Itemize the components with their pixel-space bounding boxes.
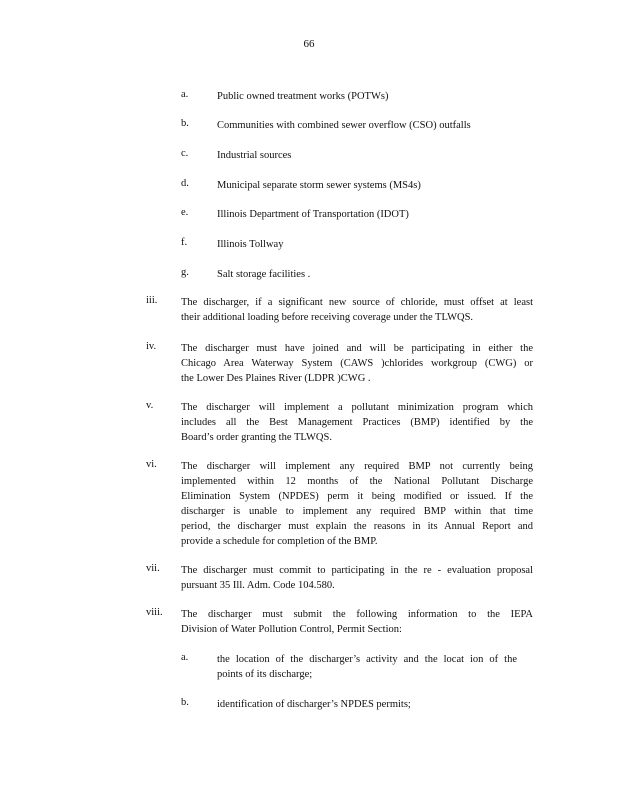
- item-label: a.: [181, 89, 189, 100]
- text-line: points of its discharge;: [217, 669, 313, 680]
- text-line: Board’s order granting the TLWQS.: [181, 432, 332, 443]
- item-text: [181, 459, 533, 549]
- text-line: provide a schedule for completion of the BMP.: [181, 536, 378, 547]
- item-text: [181, 607, 533, 637]
- text-line: Illinois Department of Transportation (IDOT): [217, 209, 409, 220]
- item-label: c.: [181, 148, 189, 159]
- item-label: f.: [181, 237, 188, 248]
- text-line: The discharger will implement a pollutant minimization program which: [181, 402, 533, 413]
- text-line: The discharger will implement any required BMP not currently being: [181, 461, 533, 472]
- text-line: discharger is unable to implement any required BMP within that time: [181, 506, 533, 517]
- text-line: Elimination System (NPDES) perm it being modified or issued. If the: [181, 491, 533, 502]
- text-line: period, the discharger must explain the reasons in its Annual Report and: [181, 521, 533, 532]
- item-text: [217, 89, 517, 104]
- item-label: viii.: [146, 607, 163, 618]
- text-line: includes all the Best Management Practices (BMP) identified by the: [181, 417, 533, 428]
- item-text: [217, 697, 517, 712]
- text-line: Salt storage facilities .: [217, 269, 311, 280]
- item-label: iv.: [146, 341, 157, 352]
- text-line: The discharger must submit the following information to the IEPA: [181, 609, 533, 620]
- item-label: iii.: [146, 295, 158, 306]
- item-label: d.: [181, 178, 189, 189]
- page-number: 66: [303, 38, 315, 50]
- text-line: Industrial sources: [217, 150, 292, 161]
- text-line: The discharger must have joined and will be participating in either the: [181, 343, 533, 354]
- item-text: [217, 237, 517, 252]
- text-line: identification of discharger’s NPDES permits;: [217, 699, 411, 710]
- item-label: v.: [146, 400, 154, 411]
- text-line: Public owned treatment works (POTWs): [217, 91, 389, 102]
- item-text: [181, 400, 533, 445]
- item-text: [181, 341, 533, 386]
- item-label: a.: [181, 652, 189, 663]
- item-text: [217, 148, 517, 163]
- item-text: [181, 295, 533, 325]
- text-line: their additional loading before receiving coverage under the TLWQS.: [181, 312, 474, 323]
- text-line: pursuant 35 Ill. Adm. Code 104.580.: [181, 580, 335, 591]
- text-line: Municipal separate storm sewer systems (MS4s): [217, 180, 421, 191]
- text-line: the Lower Des Plaines River (LDPR )CWG .: [181, 373, 371, 384]
- item-text: [181, 563, 533, 593]
- item-label: b.: [181, 697, 189, 708]
- text-line: Communities with combined sewer overflow (CSO) outfalls: [217, 120, 471, 131]
- item-label: g.: [181, 267, 189, 278]
- item-label: vi.: [146, 459, 157, 470]
- text-line: implemented within 12 months of the National Pollutant Discharge: [181, 476, 533, 487]
- text-line: Chicago Area Waterway System (CAWS )chlorides workgroup (CWG) or: [181, 358, 533, 369]
- item-text: [217, 118, 517, 133]
- text-line: The discharger must commit to participating in the re - evaluation proposal: [181, 565, 533, 576]
- text-line: Division of Water Pollution Control, Permit Section:: [181, 624, 402, 635]
- text-line: The discharger, if a significant new source of chloride, must offset at least: [181, 297, 533, 308]
- text-line: the location of the discharger’s activity and the locat ion of the: [217, 654, 517, 665]
- text-line: Illinois Tollway: [217, 239, 284, 250]
- item-text: [217, 178, 517, 193]
- item-label: b.: [181, 118, 189, 129]
- item-label: vii.: [146, 563, 160, 574]
- item-label: e.: [181, 207, 189, 218]
- item-text: [217, 652, 517, 682]
- item-text: [217, 207, 517, 222]
- item-text: [217, 267, 517, 282]
